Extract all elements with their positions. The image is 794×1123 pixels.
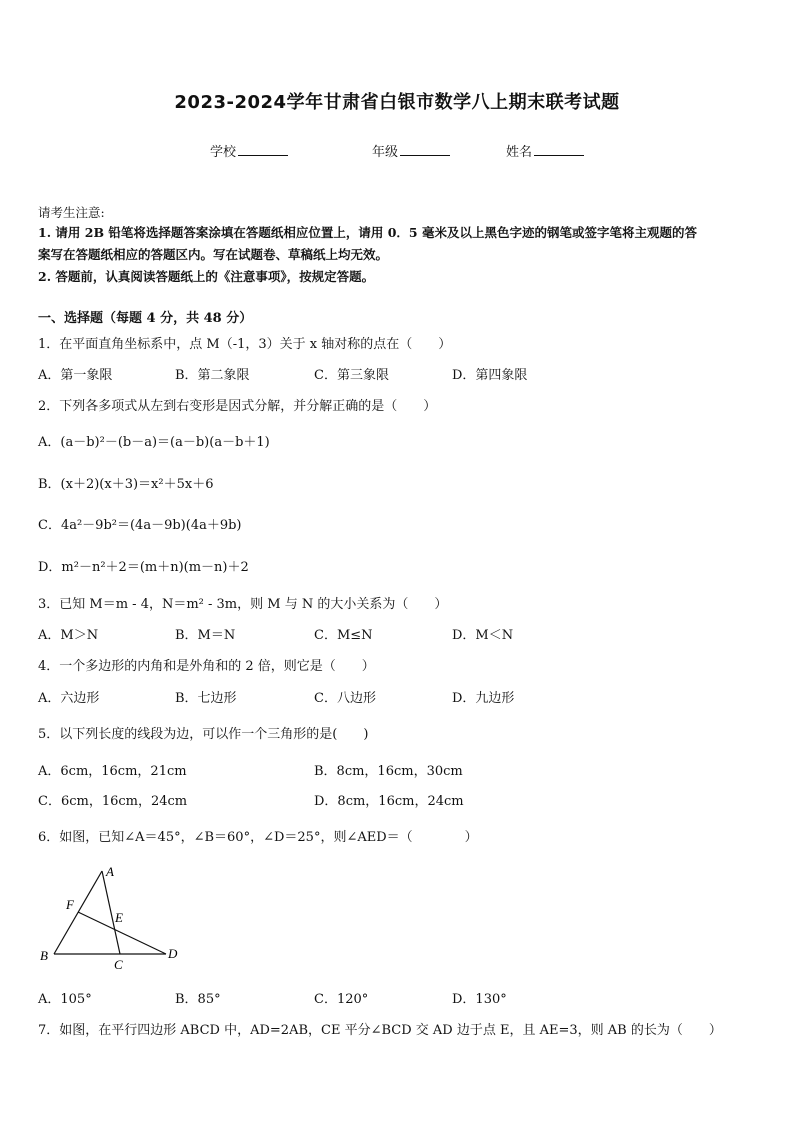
notice-item1-line1: 1. 请用 2B 铅笔将选择题答案涂填在答题纸相应位置上，请用 0．5 毫米及以上黑色字迹的钢笔或签字笔将主观题的答 xyxy=(38,225,697,240)
q1-option-a[interactable]: A．第一象限 xyxy=(38,368,113,383)
school-blank[interactable] xyxy=(238,143,288,156)
question-7-stem: 7．如图，在平行四边形 ABCD 中，AD=2AB，CE 平分∠BCD 交 AD 边于点 E，且 AE=3，则 AB 的长为（ ） xyxy=(38,1023,722,1038)
q3-option-a[interactable]: A．M＞N xyxy=(38,628,99,643)
q5-option-c[interactable]: C．6cm，16cm，24cm xyxy=(38,794,188,809)
label-c: C xyxy=(114,957,123,972)
q4-option-b[interactable]: B．七边形 xyxy=(175,691,237,706)
q1-option-d[interactable]: D．第四象限 xyxy=(452,368,528,383)
label-b: B xyxy=(40,948,48,963)
q6-option-a[interactable]: A．105° xyxy=(38,992,92,1007)
label-a: A xyxy=(106,864,114,879)
q4-option-d[interactable]: D．九边形 xyxy=(452,691,515,706)
q1-option-b[interactable]: B．第二象限 xyxy=(175,368,250,383)
q2-option-b[interactable]: B．(x＋2)(x＋3)＝x²＋5x＋6 xyxy=(38,477,214,492)
q1-option-c[interactable]: C．第三象限 xyxy=(314,368,389,383)
notice-item1-line2: 案写在答题纸相应的答题区内。写在试题卷、草稿纸上均无效。 xyxy=(38,247,389,262)
school-label: 学校 xyxy=(210,145,237,160)
q2-option-a[interactable]: A．(a－b)²－(b－a)＝(a－b)(a－b＋1) xyxy=(38,435,270,450)
q3-option-d[interactable]: D．M＜N xyxy=(452,628,514,643)
question-3-stem: 3．已知 M＝m - 4，N＝m² - 3m，则 M 与 N 的大小关系为（ ） xyxy=(38,597,448,612)
name-field[interactable] xyxy=(506,141,584,160)
q4-option-c[interactable]: C．八边形 xyxy=(314,691,376,706)
notice-item2: 2. 答题前，认真阅读答题纸上的《注意事项》，按规定答题。 xyxy=(38,269,375,284)
label-d: D xyxy=(168,946,178,961)
question-5-stem: 5．以下列长度的线段为边，可以作一个三角形的是( ) xyxy=(38,727,369,742)
figure-lines xyxy=(54,871,166,954)
school-field[interactable] xyxy=(210,141,288,160)
q4-option-a[interactable]: A．六边形 xyxy=(38,691,100,706)
q3-option-c[interactable]: C．M≤N xyxy=(314,628,373,643)
q5-option-d[interactable]: D．8cm，16cm，24cm xyxy=(314,794,464,809)
triangle-figure xyxy=(36,862,186,974)
q6-option-d[interactable]: D．130° xyxy=(452,992,507,1007)
grade-label: 年级 xyxy=(372,145,399,160)
q3-option-b[interactable]: B．M＝N xyxy=(175,628,236,643)
q2-option-c[interactable]: C．4a²－9b²＝(4a－9b)(4a＋9b) xyxy=(38,518,242,533)
q5-option-b[interactable]: B．8cm，16cm，30cm xyxy=(314,764,463,779)
name-label: 姓名 xyxy=(506,145,533,160)
q2-option-d[interactable]: D．m²－n²＋2＝(m＋n)(m－n)＋2 xyxy=(38,560,249,575)
notice-heading: 请考生注意: xyxy=(38,205,105,220)
name-blank[interactable] xyxy=(534,143,584,156)
question-4-stem: 4．一个多边形的内角和是外角和的 2 倍，则它是（ ） xyxy=(38,659,375,674)
question-2-stem: 2．下列各多项式从左到右变形是因式分解，并分解正确的是（ ） xyxy=(38,399,437,414)
question-1-stem: 1．在平面直角坐标系中，点 M（-1，3）关于 x 轴对称的点在（ ） xyxy=(38,337,452,352)
q6-option-b[interactable]: B．85° xyxy=(175,992,221,1007)
grade-field[interactable] xyxy=(372,141,450,160)
q5-option-a[interactable]: A．6cm，16cm，21cm xyxy=(38,764,187,779)
label-e: E xyxy=(115,910,123,925)
question-6-stem: 6．如图，已知∠A＝45°，∠B＝60°，∠D＝25°，则∠AED＝（ ） xyxy=(38,830,478,845)
section-heading: 一、选择题（每题 4 分，共 48 分） xyxy=(38,311,253,326)
q6-option-c[interactable]: C．120° xyxy=(314,992,369,1007)
label-f: F xyxy=(66,897,74,912)
grade-blank[interactable] xyxy=(400,143,450,156)
page-title: 2023-2024学年甘肃省白银市数学八上期末联考试题 xyxy=(174,92,620,113)
